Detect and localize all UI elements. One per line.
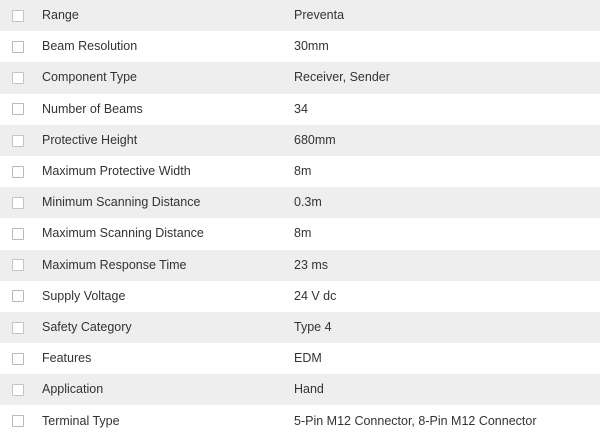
property-label: Number of Beams (42, 101, 143, 116)
property-value: 23 ms (294, 257, 329, 272)
property-value: Hand (294, 382, 324, 397)
table-row (0, 343, 600, 374)
property-label: Maximum Response Time (42, 257, 187, 272)
property-label: Protective Height (42, 132, 138, 147)
property-label: Minimum Scanning Distance (42, 195, 201, 210)
checkbox-unchecked-icon[interactable] (12, 10, 24, 22)
property-value: 5-Pin M12 Connector, 8-Pin M12 Connector (294, 413, 537, 428)
checkbox-unchecked-icon[interactable] (12, 41, 24, 53)
checkbox-unchecked-icon[interactable] (12, 290, 24, 302)
checkbox-unchecked-icon[interactable] (12, 259, 24, 271)
table-row (0, 405, 600, 436)
checkbox-unchecked-icon[interactable] (12, 103, 24, 115)
property-value: Receiver, Sender (294, 70, 390, 85)
checkbox-unchecked-icon[interactable] (12, 166, 24, 178)
checkbox-unchecked-icon[interactable] (12, 415, 24, 427)
checkbox-unchecked-icon[interactable] (12, 197, 24, 209)
table-row (0, 125, 600, 156)
checkbox-unchecked-icon[interactable] (12, 384, 24, 396)
row-select-cell[interactable] (0, 62, 36, 93)
table-row (0, 250, 600, 281)
property-value: EDM (294, 351, 322, 366)
table-row (0, 31, 600, 62)
checkbox-unchecked-icon[interactable] (12, 72, 24, 84)
property-label: Component Type (42, 70, 137, 85)
row-select-cell[interactable] (0, 0, 36, 31)
table-row (0, 0, 600, 31)
checkbox-unchecked-icon[interactable] (12, 353, 24, 365)
table-row (0, 312, 600, 343)
row-select-cell[interactable] (0, 343, 36, 374)
table-row (0, 94, 600, 125)
row-select-cell[interactable] (0, 374, 36, 405)
row-select-cell[interactable] (0, 31, 36, 62)
property-label: Beam Resolution (42, 39, 138, 54)
property-label: Maximum Scanning Distance (42, 226, 204, 241)
property-label: Range (42, 8, 79, 23)
table-row (0, 281, 600, 312)
row-select-cell[interactable] (0, 94, 36, 125)
row-select-cell[interactable] (0, 250, 36, 281)
property-value: 34 (294, 101, 308, 116)
row-select-cell[interactable] (0, 125, 36, 156)
checkbox-unchecked-icon[interactable] (12, 322, 24, 334)
row-select-cell[interactable] (0, 156, 36, 187)
row-select-cell[interactable] (0, 281, 36, 312)
table-row (0, 62, 600, 93)
property-value: 680mm (294, 132, 336, 147)
property-value: 0.3m (294, 195, 322, 210)
table-row (0, 156, 600, 187)
row-select-cell[interactable] (0, 218, 36, 249)
row-select-cell[interactable] (0, 312, 36, 343)
property-label: Safety Category (42, 319, 132, 334)
property-value: 8m (294, 226, 312, 241)
table-row (0, 374, 600, 405)
property-value: Preventa (294, 8, 345, 23)
property-label: Maximum Protective Width (42, 164, 191, 179)
property-label: Application (42, 382, 104, 397)
checkbox-unchecked-icon[interactable] (12, 228, 24, 240)
property-value: 8m (294, 164, 312, 179)
property-label: Supply Voltage (42, 288, 126, 303)
table-row (0, 187, 600, 218)
row-select-cell[interactable] (0, 405, 36, 436)
checkbox-unchecked-icon[interactable] (12, 135, 24, 147)
property-value: 24 V dc (294, 288, 337, 303)
property-label: Terminal Type (42, 413, 120, 428)
property-label: Features (42, 351, 92, 366)
property-value: 30mm (294, 39, 329, 54)
property-value: Type 4 (294, 319, 332, 334)
table-row (0, 218, 600, 249)
row-select-cell[interactable] (0, 187, 36, 218)
